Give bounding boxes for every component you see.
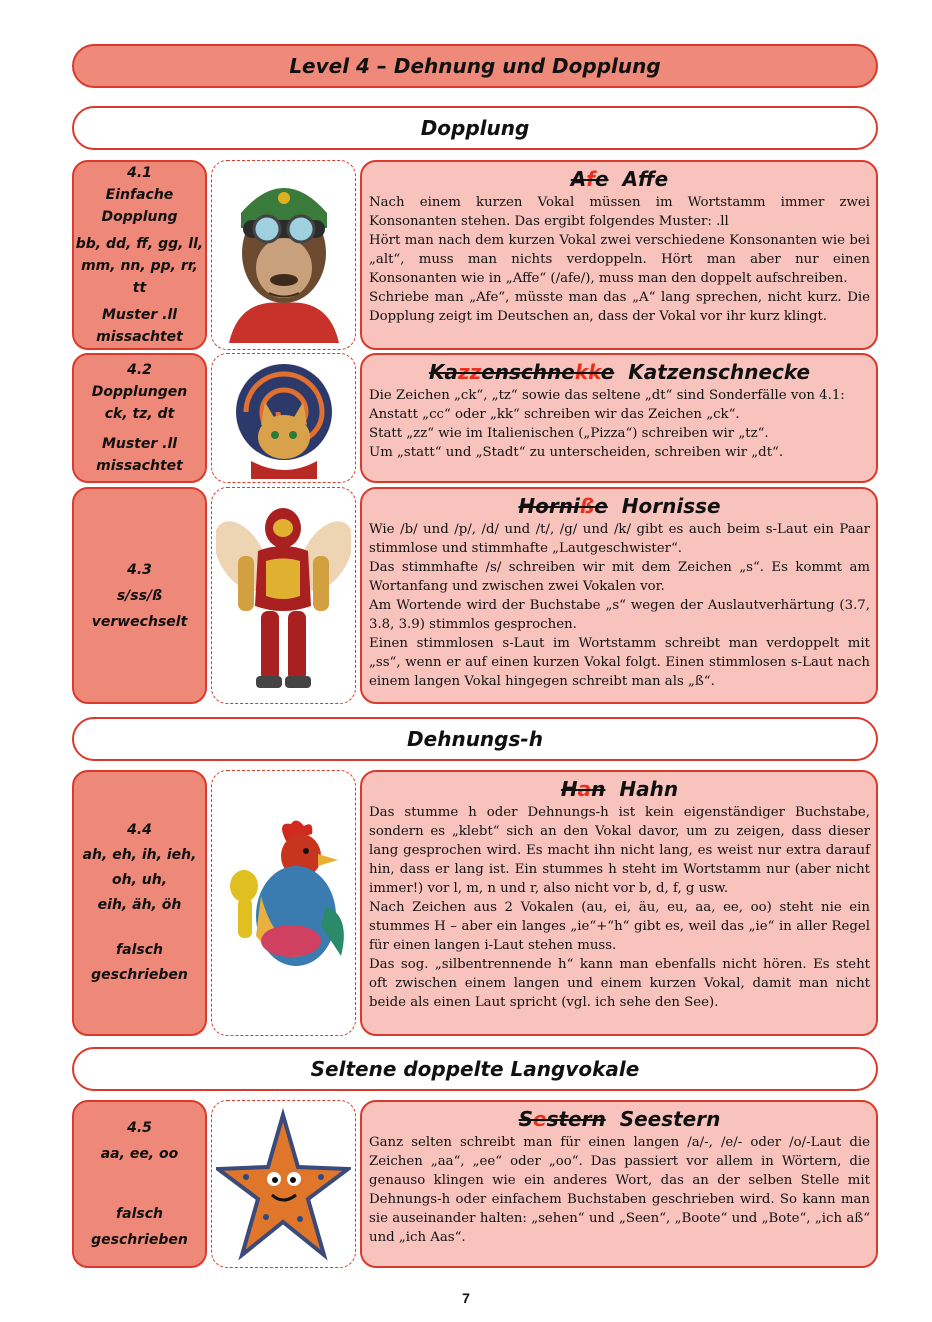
label-line: missachtet (96, 329, 183, 345)
card-label-4-4 (72, 770, 207, 1036)
label-line: 4.1 (127, 165, 152, 181)
page-title (72, 44, 878, 88)
label-line: missachtet (96, 458, 183, 474)
label-line: 4.3 (127, 561, 152, 578)
label-line: aa, ee, oo (100, 1146, 179, 1162)
label-line: 4.4 (127, 822, 152, 838)
label-line: eih, äh, öh (97, 897, 182, 913)
paragraph: Das sog. „silbentrennende h“ kann man ebenfalls nicht hören. Es steht oft zwischen einem langen und einem kurzen Vokal, damit man nicht beide als einen Laut spricht (vgl. ich sehe den See). (369, 957, 870, 1010)
label-line: geschrieben (91, 1232, 188, 1248)
card-label-4-5 (72, 1100, 207, 1268)
paragraph: Am Wortende wird der Buchstabe „s“ wegen der Auslautverhärtung (3.7, 3.8, 3.9) stimmlos gesprochen. (369, 598, 870, 632)
rooster-hero-icon (211, 770, 356, 1036)
correct-word: Seestern (619, 1107, 721, 1131)
paragraph: Wie /b/ und /p/, /d/ und /t/, /g/ und /k/ gibt es auch beim s-Laut ein Paar stimmlose und stimmhafte „Lautgeschwister“. (369, 522, 870, 556)
card-label-4-1 (72, 160, 207, 350)
paragraph: Nach einem kurzen Vokal müssen im Wortstamm immer zwei Konsonanten stehen. Das ergibt folgendes Muster: .ll (369, 195, 870, 229)
label-line: Einfache (105, 187, 174, 203)
card-label-4-3 (72, 487, 207, 704)
section-title: Dopplung (420, 116, 530, 140)
label-line: oh, uh, (111, 872, 168, 888)
correct-word: Hahn (619, 777, 679, 801)
starfish-hero-icon (211, 1100, 356, 1268)
label-line: ah, eh, ih, ieh, (82, 847, 197, 863)
cat-snail-icon (211, 353, 356, 483)
section-title: Dehnungs-h (407, 727, 543, 751)
paragraph: Das stimmhafte /s/ schreiben wir mit dem Zeichen „s“. Es kommt am Wortanfang und zwischen zwei Vokalen vor. (369, 560, 870, 594)
label-line: 4.5 (127, 1120, 152, 1136)
correct-word: Katzenschnecke (628, 360, 811, 384)
hornet-hero-icon (211, 487, 356, 704)
correct-word: Affe (622, 167, 669, 191)
paragraph: Einen stimmlosen s-Laut im Wortstamm schreibt man verdoppelt mit „ss“, wenn er auf einen kurzen Vokal folgt. Einen stimmlosen s-Laut nach einem langen Vokal hingegen schreibt man als „ß“. (369, 636, 870, 689)
card-content-4-5 (360, 1100, 878, 1268)
paragraph: Schriebe man „Afe“, müsste man das „A“ lang sprechen, nicht kurz. Die Dopplung zeigt im Deutschen an, dass der Vokal vor ihr kurz klingt. (369, 290, 870, 324)
card-heading: Afe Affe (570, 167, 669, 191)
label-line: falsch (116, 942, 163, 958)
label-line: Dopplungen (91, 384, 188, 400)
card-content-4-2 (360, 353, 878, 483)
card-content-4-3 (360, 487, 878, 704)
label-line: s/ss/ß (116, 587, 163, 604)
label-line: 4.2 (127, 362, 152, 378)
section-header-dopplung (72, 106, 878, 150)
paragraph: Hört man nach dem kurzen Vokal zwei verschiedene Konsonanten wie bei „alt“, muss man nichts verdoppeln. Hört man aber nur einen Konsonanten wie in „Affe“ (/afe/), muss man den doppelt aufschreiben. (369, 233, 870, 286)
label-line: verwechselt (91, 613, 188, 630)
label-line: Muster .ll (101, 436, 178, 452)
card-label-4-2 (72, 353, 207, 483)
paragraph: Statt „zz“ wie im Italienischen („Pizza“) schreiben wir „tz“. (369, 426, 769, 441)
label-line: falsch (116, 1206, 163, 1222)
section-header-selten (72, 1047, 878, 1091)
label-line: geschrieben (91, 967, 188, 983)
card-heading: Kazzenschnekke Katzenschnecke (428, 360, 811, 384)
card-content-4-4 (360, 770, 878, 1036)
paragraph: Das stumme h oder Dehnungs-h ist kein eigenständiger Buchstabe, sondern es „klebt“ sich an den Vokal davor, um zu zeigen, dass dieser lang gesprochen wird. Es macht ihn nicht lang, es weist nur extra darauf hin, dass er lang ist. Ein stummes h steht im Wortstamm nur (aber nicht immer!) vor l, m, n und r, also nicht vor b, d, f, g usw. (369, 805, 870, 896)
paragraph: Die Zeichen „ck“, „tz“ sowie das seltene „dt“ sind Sonderfälle von 4.1: Anstatt „cc“ oder „kk“ schreiben wir das Zeichen „ck“. (369, 388, 845, 422)
section-title: Seltene doppelte Langvokale (310, 1057, 640, 1081)
page-number: 7 (462, 1290, 470, 1306)
card-content-4-1 (360, 160, 878, 350)
section-header-dehnung (72, 717, 878, 761)
card-heading: Horniße Hornisse (518, 494, 721, 518)
paragraph: Um „statt“ und „Stadt“ zu unterscheiden, schreiben wir „dt“. (369, 445, 784, 460)
title-text: Level 4 – Dehnung und Dopplung (289, 54, 661, 78)
label-line: Muster .ll (101, 307, 178, 323)
card-heading: Han Hahn (560, 777, 679, 801)
label-line: mm, nn, pp, rr, tt (81, 258, 198, 296)
monkey-pilot-icon (211, 160, 356, 350)
paragraph: Ganz selten schreibt man für einen langen /a/-, /e/- oder /o/-Laut die Zeichen „aa“, „ee“ oder „oo“. Das passiert vor allem in Wörtern, die genauso klingen wie ein anderes Wort, das an der selben Stelle mit Dehnungs-h oder einfachem Buchstaben geschrieben wird. So kann man sie auseinander halten: „sehen“ und „Seen“, „Boote“ und „Bote“, „ich aß“ und „ich Aas“. (369, 1135, 870, 1245)
paragraph: Nach Zeichen aus 2 Vokalen (au, ei, äu, eu, aa, ee, oo) steht nie ein stummes H – aber ein langes „ie“+“h“ gibt es, weil das „ie“ in aller Regel für einen langen i-Laut stehen muss. (369, 900, 870, 953)
label-line: bb, dd, ff, gg, ll, (75, 236, 204, 252)
label-line: Dopplung (101, 209, 178, 225)
label-line: ck, tz, dt (104, 406, 175, 422)
card-heading: Sestern Seestern (518, 1107, 721, 1131)
correct-word: Hornisse (621, 494, 721, 518)
